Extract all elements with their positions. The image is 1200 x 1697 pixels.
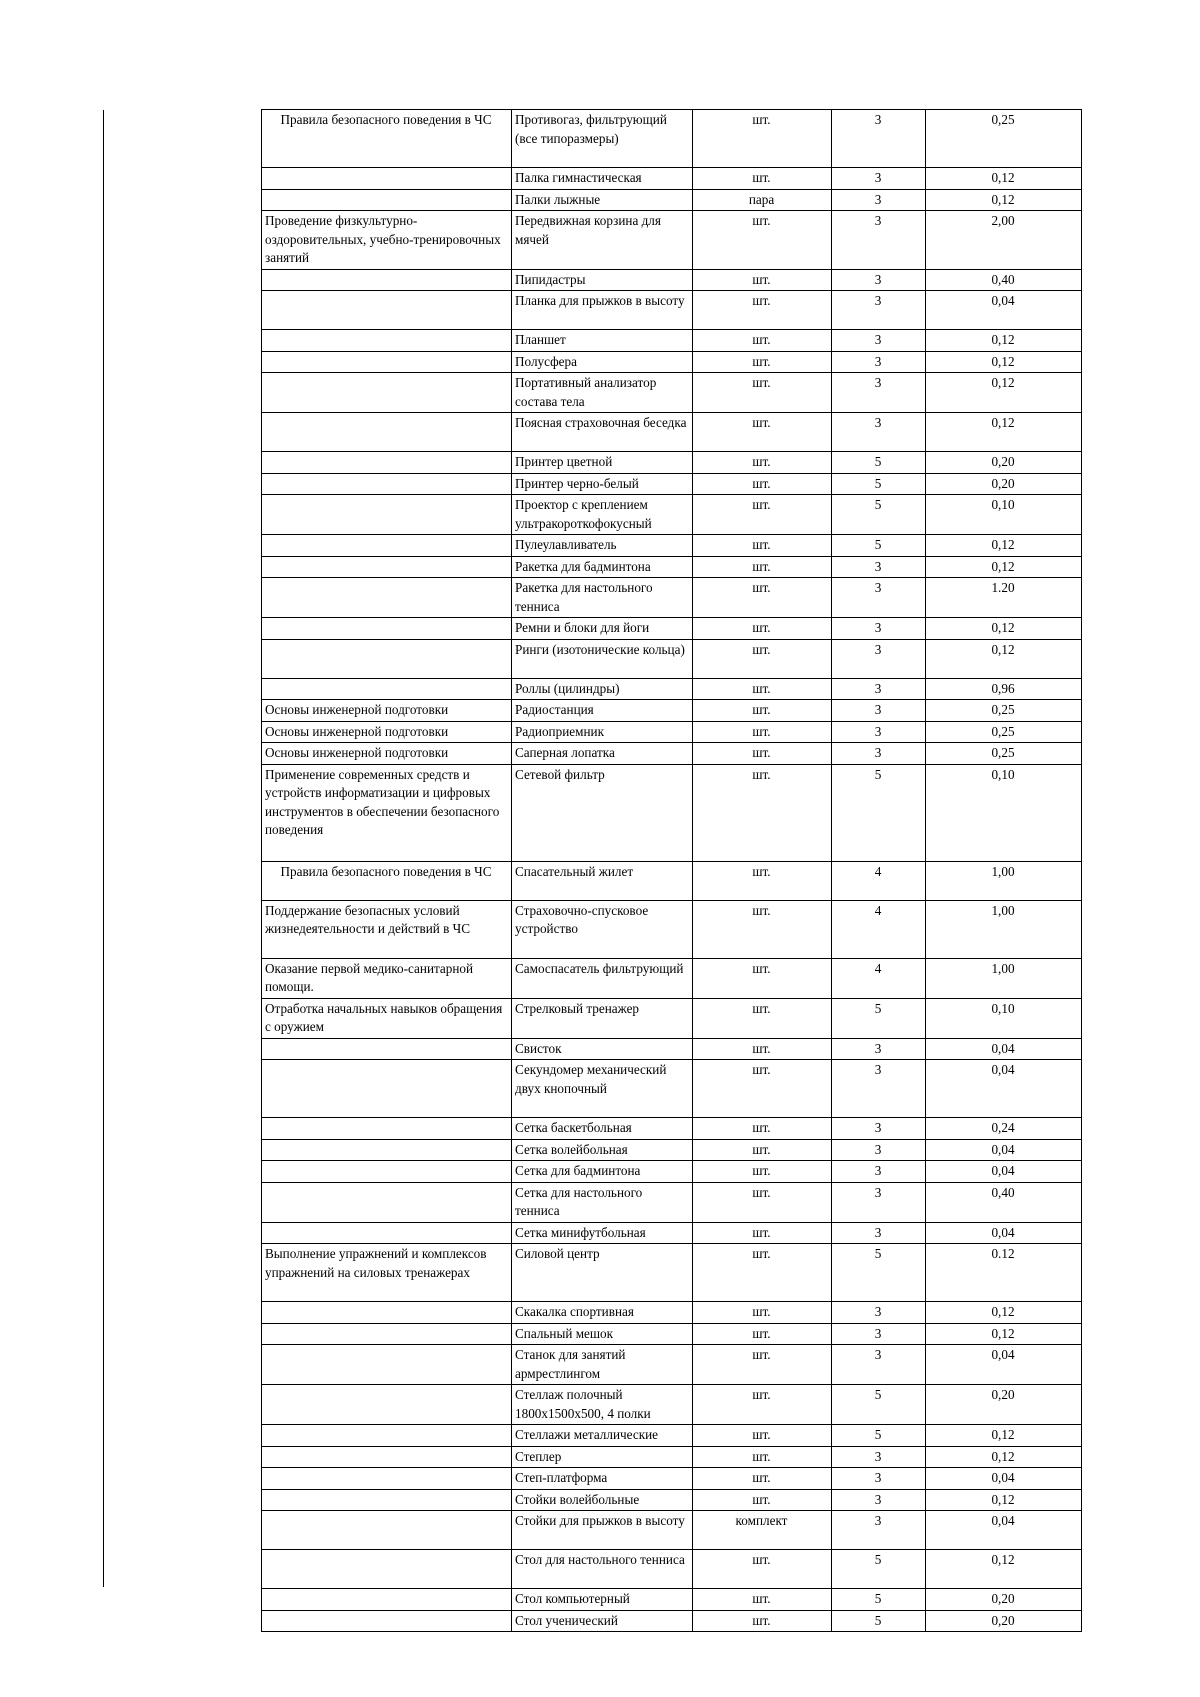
quantity-cell: 3 (832, 330, 926, 352)
margin-rule (103, 110, 104, 1587)
topic-cell: Выполнение упражнений и комплексов упражнений на силовых тренажерах (262, 1244, 512, 1302)
value-cell: 0,25 (926, 110, 1082, 168)
unit-cell: шт. (693, 269, 832, 291)
table-row (262, 1182, 1082, 1222)
topic-cell: Оказание первой медико-санитарной помощи. (262, 958, 512, 998)
topic-cell: Основы инженерной подготовки (262, 743, 512, 765)
topic-cell (262, 373, 512, 413)
unit-cell: шт. (693, 678, 832, 700)
item-cell: Роллы (цилиндры) (512, 678, 693, 700)
item-cell: Сетка минифутбольная (512, 1222, 693, 1244)
unit-cell: шт. (693, 1161, 832, 1183)
table-row (262, 1139, 1082, 1161)
quantity-cell: 3 (832, 1468, 926, 1490)
quantity-cell: 3 (832, 556, 926, 578)
quantity-cell: 3 (832, 743, 926, 765)
table-row (262, 189, 1082, 211)
topic-cell (262, 1302, 512, 1324)
quantity-cell: 3 (832, 1302, 926, 1324)
value-cell: 0,10 (926, 495, 1082, 535)
table-row (262, 168, 1082, 190)
table-row (262, 998, 1082, 1038)
value-cell: 0,12 (926, 189, 1082, 211)
value-cell: 0,12 (926, 618, 1082, 640)
value-cell: 0,12 (926, 1489, 1082, 1511)
value-cell: 0,04 (926, 1511, 1082, 1550)
item-cell: Саперная лопатка (512, 743, 693, 765)
unit-cell: шт. (693, 330, 832, 352)
table-row (262, 1060, 1082, 1118)
table-row (262, 1385, 1082, 1425)
value-cell: 1.20 (926, 578, 1082, 618)
item-cell: Радиоприемник (512, 721, 693, 743)
item-cell: Поясная страховочная беседка (512, 413, 693, 452)
item-cell: Принтер цветной (512, 452, 693, 474)
table-row (262, 1323, 1082, 1345)
table-row (262, 958, 1082, 998)
table-row (262, 1446, 1082, 1468)
value-cell: 0,12 (926, 1302, 1082, 1324)
value-cell: 0,04 (926, 1060, 1082, 1118)
topic-cell (262, 1060, 512, 1118)
item-cell: Радиостанция (512, 700, 693, 722)
item-cell: Ринги (изотонические кольца) (512, 639, 693, 678)
unit-cell: шт. (693, 1446, 832, 1468)
unit-cell: шт. (693, 373, 832, 413)
table-row (262, 1118, 1082, 1140)
topic-cell: Применение современных средств и устройств информатизации и цифровых инструментов в обеспечении безопасного поведения (262, 764, 512, 861)
topic-cell (262, 1468, 512, 1490)
value-cell: 0,96 (926, 678, 1082, 700)
unit-cell: шт. (693, 1302, 832, 1324)
quantity-cell: 5 (832, 1589, 926, 1611)
quantity-cell: 5 (832, 1550, 926, 1589)
topic-cell: Правила безопасного поведения в ЧС (262, 110, 512, 168)
table-row (262, 618, 1082, 640)
quantity-cell: 5 (832, 764, 926, 861)
item-cell: Стрелковый тренажер (512, 998, 693, 1038)
topic-cell (262, 1139, 512, 1161)
value-cell: 0.12 (926, 1244, 1082, 1302)
value-cell: 0,04 (926, 1345, 1082, 1385)
value-cell: 0,12 (926, 1323, 1082, 1345)
quantity-cell: 5 (832, 998, 926, 1038)
value-cell: 1,00 (926, 900, 1082, 958)
quantity-cell: 3 (832, 413, 926, 452)
table-row (262, 639, 1082, 678)
item-cell: Портативный анализатор состава тела (512, 373, 693, 413)
value-cell: 0,04 (926, 1038, 1082, 1060)
quantity-cell: 3 (832, 1038, 926, 1060)
topic-cell: Поддержание безопасных условий жизнедеятельности и действий в ЧС (262, 900, 512, 958)
value-cell: 1,00 (926, 958, 1082, 998)
topic-cell (262, 678, 512, 700)
topic-cell (262, 1489, 512, 1511)
value-cell: 0,04 (926, 1139, 1082, 1161)
topic-cell (262, 1038, 512, 1060)
value-cell: 0,12 (926, 168, 1082, 190)
unit-cell: шт. (693, 1182, 832, 1222)
value-cell: 0,04 (926, 1468, 1082, 1490)
table-row (262, 1468, 1082, 1490)
quantity-cell: 3 (832, 1118, 926, 1140)
item-cell: Самоспасатель фильтрующий (512, 958, 693, 998)
value-cell: 0,25 (926, 700, 1082, 722)
quantity-cell: 3 (832, 1446, 926, 1468)
unit-cell: шт. (693, 1385, 832, 1425)
topic-cell (262, 1323, 512, 1345)
quantity-cell: 4 (832, 900, 926, 958)
value-cell: 0,40 (926, 1182, 1082, 1222)
item-cell: Степ-платформа (512, 1468, 693, 1490)
unit-cell: шт. (693, 452, 832, 474)
table-row (262, 900, 1082, 958)
quantity-cell: 3 (832, 1139, 926, 1161)
unit-cell: шт. (693, 1139, 832, 1161)
value-cell: 0,10 (926, 998, 1082, 1038)
unit-cell: шт. (693, 535, 832, 557)
unit-cell: шт. (693, 578, 832, 618)
unit-cell: шт. (693, 291, 832, 330)
unit-cell: шт. (693, 900, 832, 958)
item-cell: Стол ученический (512, 1610, 693, 1632)
unit-cell: шт. (693, 1589, 832, 1611)
unit-cell: шт. (693, 211, 832, 270)
item-cell: Стеллажи металлические (512, 1425, 693, 1447)
table-row (262, 1511, 1082, 1550)
table-row (262, 861, 1082, 900)
value-cell: 0,25 (926, 721, 1082, 743)
topic-cell (262, 556, 512, 578)
unit-cell: шт. (693, 413, 832, 452)
quantity-cell: 3 (832, 291, 926, 330)
table-row (262, 473, 1082, 495)
item-cell: Сетка баскетбольная (512, 1118, 693, 1140)
item-cell: Стол для настольного тенниса (512, 1550, 693, 1589)
unit-cell: шт. (693, 1323, 832, 1345)
topic-cell: Отработка начальных навыков обращения с оружием (262, 998, 512, 1038)
value-cell: 0,20 (926, 1385, 1082, 1425)
table-row (262, 452, 1082, 474)
unit-cell: шт. (693, 110, 832, 168)
equipment-table-body (262, 110, 1082, 1632)
item-cell: Стол компьютерный (512, 1589, 693, 1611)
value-cell: 0,12 (926, 556, 1082, 578)
topic-cell (262, 351, 512, 373)
table-row (262, 678, 1082, 700)
equipment-table (261, 109, 1082, 1632)
quantity-cell: 5 (832, 535, 926, 557)
quantity-cell: 4 (832, 861, 926, 900)
quantity-cell: 3 (832, 1489, 926, 1511)
topic-cell: Основы инженерной подготовки (262, 700, 512, 722)
table-row (262, 373, 1082, 413)
quantity-cell: 3 (832, 639, 926, 678)
value-cell: 0,25 (926, 743, 1082, 765)
topic-cell (262, 1345, 512, 1385)
quantity-cell: 3 (832, 1182, 926, 1222)
value-cell: 0,12 (926, 535, 1082, 557)
item-cell: Палки лыжные (512, 189, 693, 211)
quantity-cell: 3 (832, 351, 926, 373)
item-cell: Скакалка спортивная (512, 1302, 693, 1324)
topic-cell: Правила безопасного поведения в ЧС (262, 861, 512, 900)
quantity-cell: 5 (832, 1610, 926, 1632)
table-row (262, 269, 1082, 291)
value-cell: 0,12 (926, 1446, 1082, 1468)
topic-cell (262, 1161, 512, 1183)
value-cell: 0,24 (926, 1118, 1082, 1140)
item-cell: Проектор с креплением ультракороткофокусный (512, 495, 693, 535)
unit-cell: шт. (693, 1222, 832, 1244)
value-cell: 0,12 (926, 373, 1082, 413)
value-cell: 0,12 (926, 639, 1082, 678)
table-row (262, 291, 1082, 330)
topic-cell (262, 1385, 512, 1425)
item-cell: Стойки волейбольные (512, 1489, 693, 1511)
quantity-cell: 4 (832, 958, 926, 998)
item-cell: Полусфера (512, 351, 693, 373)
item-cell: Секундомер механический двух кнопочный (512, 1060, 693, 1118)
topic-cell (262, 452, 512, 474)
unit-cell: шт. (693, 1550, 832, 1589)
value-cell: 0,12 (926, 330, 1082, 352)
unit-cell: шт. (693, 351, 832, 373)
unit-cell: шт. (693, 1345, 832, 1385)
unit-cell: шт. (693, 1610, 832, 1632)
item-cell: Сетка для бадминтона (512, 1161, 693, 1183)
table-row (262, 764, 1082, 861)
topic-cell (262, 1589, 512, 1611)
value-cell: 0,04 (926, 291, 1082, 330)
table-row (262, 1489, 1082, 1511)
topic-cell (262, 1182, 512, 1222)
unit-cell: шт. (693, 473, 832, 495)
table-row (262, 1038, 1082, 1060)
item-cell: Силовой центр (512, 1244, 693, 1302)
table-row (262, 351, 1082, 373)
item-cell: Планшет (512, 330, 693, 352)
unit-cell: пара (693, 189, 832, 211)
quantity-cell: 5 (832, 1385, 926, 1425)
unit-cell: шт. (693, 764, 832, 861)
quantity-cell: 5 (832, 473, 926, 495)
item-cell: Спальный мешок (512, 1323, 693, 1345)
item-cell: Палка гимнастическая (512, 168, 693, 190)
unit-cell: шт. (693, 1060, 832, 1118)
topic-cell (262, 535, 512, 557)
quantity-cell: 3 (832, 1060, 926, 1118)
item-cell: Сетка волейбольная (512, 1139, 693, 1161)
unit-cell: шт. (693, 861, 832, 900)
quantity-cell: 3 (832, 110, 926, 168)
item-cell: Пипидастры (512, 269, 693, 291)
table-row (262, 535, 1082, 557)
quantity-cell: 5 (832, 452, 926, 474)
table-row (262, 1302, 1082, 1324)
table-row (262, 1244, 1082, 1302)
quantity-cell: 3 (832, 1511, 926, 1550)
quantity-cell: 3 (832, 1222, 926, 1244)
topic-cell (262, 578, 512, 618)
item-cell: Сетка для настольного тенниса (512, 1182, 693, 1222)
quantity-cell: 3 (832, 578, 926, 618)
quantity-cell: 3 (832, 373, 926, 413)
item-cell: Передвижная корзина для мячей (512, 211, 693, 270)
value-cell: 0,40 (926, 269, 1082, 291)
unit-cell: шт. (693, 1425, 832, 1447)
unit-cell: шт. (693, 556, 832, 578)
item-cell: Свисток (512, 1038, 693, 1060)
topic-cell (262, 495, 512, 535)
topic-cell: Проведение физкультурно-оздоровительных, учебно-тренировочных занятий (262, 211, 512, 270)
unit-cell: комплект (693, 1511, 832, 1550)
value-cell: 1,00 (926, 861, 1082, 900)
item-cell: Противогаз, фильтрующий (все типоразмеры) (512, 110, 693, 168)
quantity-cell: 5 (832, 1244, 926, 1302)
value-cell: 0,20 (926, 473, 1082, 495)
topic-cell (262, 291, 512, 330)
table-row (262, 1550, 1082, 1589)
unit-cell: шт. (693, 495, 832, 535)
table-row (262, 1222, 1082, 1244)
item-cell: Степлер (512, 1446, 693, 1468)
quantity-cell: 3 (832, 678, 926, 700)
table-row (262, 1589, 1082, 1611)
unit-cell: шт. (693, 1118, 832, 1140)
value-cell: 0,04 (926, 1222, 1082, 1244)
table-row (262, 413, 1082, 452)
topic-cell: Основы инженерной подготовки (262, 721, 512, 743)
unit-cell: шт. (693, 958, 832, 998)
value-cell: 0,20 (926, 1589, 1082, 1611)
unit-cell: шт. (693, 639, 832, 678)
table-row (262, 1345, 1082, 1385)
topic-cell (262, 1222, 512, 1244)
table-row (262, 700, 1082, 722)
table-row (262, 1161, 1082, 1183)
value-cell: 0,12 (926, 1550, 1082, 1589)
quantity-cell: 3 (832, 189, 926, 211)
item-cell: Спасательный жилет (512, 861, 693, 900)
quantity-cell: 3 (832, 700, 926, 722)
quantity-cell: 3 (832, 618, 926, 640)
table-row (262, 495, 1082, 535)
item-cell: Принтер черно-белый (512, 473, 693, 495)
item-cell: Пулеулавливатель (512, 535, 693, 557)
unit-cell: шт. (693, 618, 832, 640)
topic-cell (262, 189, 512, 211)
item-cell: Стеллаж полочный 1800х1500х500, 4 полки (512, 1385, 693, 1425)
unit-cell: шт. (693, 1038, 832, 1060)
topic-cell (262, 330, 512, 352)
topic-cell (262, 168, 512, 190)
quantity-cell: 5 (832, 495, 926, 535)
quantity-cell: 3 (832, 211, 926, 270)
item-cell: Страховочно-спусковое устройство (512, 900, 693, 958)
topic-cell (262, 618, 512, 640)
item-cell: Ремни и блоки для йоги (512, 618, 693, 640)
value-cell: 0,20 (926, 452, 1082, 474)
unit-cell: шт. (693, 721, 832, 743)
unit-cell: шт. (693, 700, 832, 722)
table-row (262, 578, 1082, 618)
topic-cell (262, 1610, 512, 1632)
item-cell: Сетевой фильтр (512, 764, 693, 861)
table-row (262, 211, 1082, 270)
quantity-cell: 3 (832, 1161, 926, 1183)
quantity-cell: 5 (832, 1425, 926, 1447)
table-row (262, 110, 1082, 168)
unit-cell: шт. (693, 743, 832, 765)
value-cell: 0,12 (926, 351, 1082, 373)
unit-cell: шт. (693, 1489, 832, 1511)
topic-cell (262, 413, 512, 452)
topic-cell (262, 1550, 512, 1589)
table-row (262, 330, 1082, 352)
item-cell: Станок для занятий армрестлингом (512, 1345, 693, 1385)
unit-cell: шт. (693, 1468, 832, 1490)
table-row (262, 1425, 1082, 1447)
value-cell: 0,20 (926, 1610, 1082, 1632)
topic-cell (262, 1511, 512, 1550)
value-cell: 0,12 (926, 1425, 1082, 1447)
unit-cell: шт. (693, 168, 832, 190)
topic-cell (262, 269, 512, 291)
quantity-cell: 3 (832, 721, 926, 743)
quantity-cell: 3 (832, 1323, 926, 1345)
value-cell: 0,04 (926, 1161, 1082, 1183)
topic-cell (262, 1425, 512, 1447)
item-cell: Стойки для прыжков в высоту (512, 1511, 693, 1550)
table-row (262, 721, 1082, 743)
quantity-cell: 3 (832, 1345, 926, 1385)
topic-cell (262, 1118, 512, 1140)
quantity-cell: 3 (832, 269, 926, 291)
table-row (262, 556, 1082, 578)
topic-cell (262, 1446, 512, 1468)
item-cell: Ракетка для бадминтона (512, 556, 693, 578)
unit-cell: шт. (693, 1244, 832, 1302)
topic-cell (262, 639, 512, 678)
value-cell: 0,12 (926, 413, 1082, 452)
topic-cell (262, 473, 512, 495)
table-row (262, 1610, 1082, 1632)
unit-cell: шт. (693, 998, 832, 1038)
item-cell: Ракетка для настольного тенниса (512, 578, 693, 618)
item-cell: Планка для прыжков в высоту (512, 291, 693, 330)
value-cell: 0,10 (926, 764, 1082, 861)
table-row (262, 743, 1082, 765)
quantity-cell: 3 (832, 168, 926, 190)
value-cell: 2,00 (926, 211, 1082, 270)
